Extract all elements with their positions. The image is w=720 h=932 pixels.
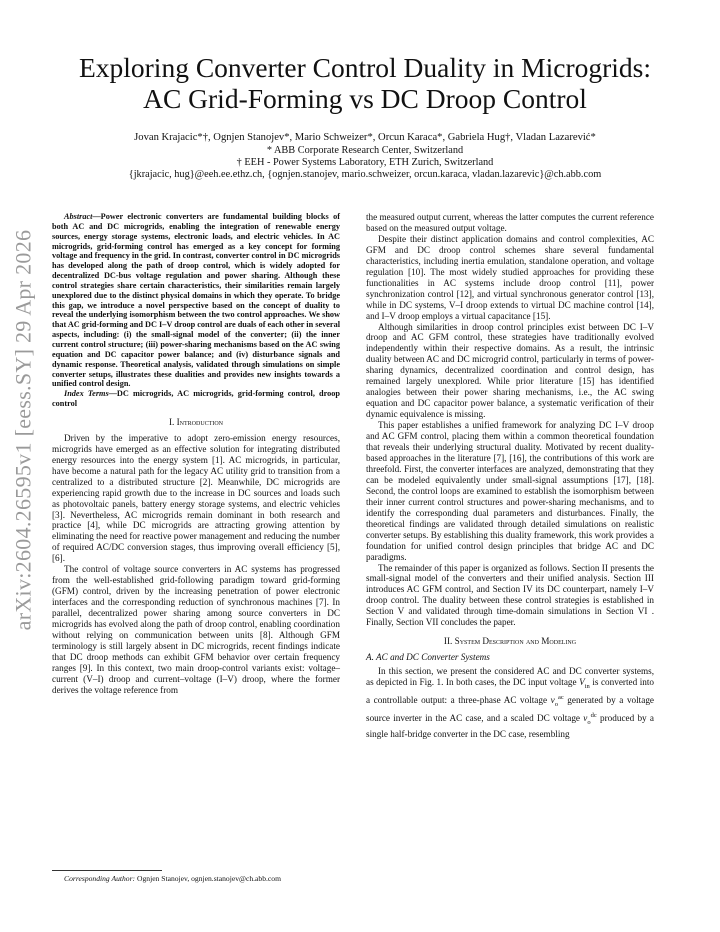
right-paragraph-1: the measured output current, whereas the latter computes the current reference based on the measured output voltage. bbox=[366, 212, 654, 233]
author-list: Jovan Krajacic*†, Ognjen Stanojev*, Mario Schweizer*, Orcun Karaca*, Gabriela Hug†, Vladan Lazarević* bbox=[134, 132, 596, 143]
symbol-v-in: V bbox=[579, 677, 585, 688]
section-2-paragraph bbox=[366, 666, 654, 739]
right-paragraph-5: The remainder of this paper is organized as follows. Section II presents the small-signal model of the converters and their unified analysis. Section III introduces AC GFM control, and Section IV its DC counterpart, namely I–V droop control. The duality between these control strategies is established in Section V and validated through time-domain simulations in Section VI . Finally, Section VII concludes the paper. bbox=[366, 562, 654, 628]
footnote bbox=[52, 870, 340, 883]
arxiv-identifier bbox=[4, 180, 42, 680]
s2-text-4: produced by a single half-bridge converter in the DC case, resembling bbox=[366, 712, 654, 739]
symbol-v-dc-sub: o bbox=[587, 718, 591, 726]
index-terms-text: —DC microgrids, AC microgrids, grid-forming control, droop control bbox=[52, 389, 340, 409]
symbol-v-ac-sub: o bbox=[554, 700, 558, 708]
right-paragraph-3: Although similarities in droop control principles exist between DC I–V droop and AC GFM control, these strategies have traditionally evolved independently within their respective domains. As a result, the intrinsic duality between AC and DC microgrid control, particularly in terms of power-sharing dynamics, decentralized coordination and control design, has remained largely unexplored. While prior literature [15] has identified analogies between their power sharing mechanisms, i.e., the AC swing equation and DC capacitor power balance, a systematic verification of their dynamic equivalence is missing. bbox=[366, 321, 654, 420]
abstract bbox=[52, 212, 340, 389]
index-terms-paragraph bbox=[52, 389, 340, 409]
footnote-label: Corresponding Author: bbox=[64, 874, 136, 883]
abstract-label: Abstract bbox=[64, 212, 93, 221]
right-column bbox=[366, 212, 654, 740]
symbol-v-dc-sup: dc bbox=[590, 711, 597, 719]
right-paragraph-2: Despite their distinct application domains and control complexities, AC GFM and DC droop control schemes share several fundamental characteristics, including inertia emulation, standalone operation, and voltage regulation [10]. The most widely studied approaches for providing these functionalities in AC systems include droop control [11], power synchronization control [12], and virtual synchronous generator control [13], while in DC systems, V–I droop extends to virtual DC machine control [14], and I–V droop employs a virtual capacitance [15]. bbox=[366, 233, 654, 321]
symbol-v-ac: v bbox=[550, 694, 555, 705]
section-1-heading: I. Introduction bbox=[168, 416, 224, 427]
footnote-rule bbox=[52, 870, 162, 871]
title-line-2: AC Grid-Forming vs DC Droop Control bbox=[143, 83, 587, 114]
footnote-text bbox=[52, 874, 340, 883]
symbol-v-ac-sup: ac bbox=[557, 693, 564, 701]
index-terms-label: Index Terms bbox=[64, 389, 109, 399]
paper-title bbox=[40, 52, 690, 114]
symbol-v-dc: v bbox=[583, 712, 588, 723]
title-line-1: Exploring Converter Control Duality in Microgrids: bbox=[78, 52, 652, 83]
section-2-heading: II. System Description and Modeling bbox=[443, 636, 577, 647]
intro-paragraph-1: Driven by the imperative to adopt zero-emission energy resources, microgrids have emerged as an effective solution for integrating distributed energy resources into the energy system [1]. AC microgrids, in particular, have become a natural path for the legacy AC utility grid to transition from a centralized to a distributed structure [2]. Meanwhile, DC microgrids are experiencing rapid growth due to the increase in DC sources and loads such as photovoltaic panels, battery energy storage systems, and electric vehicles [3]. Nevertheless, AC microgrids remain dominant in both research and practice [4], while DC microgrids are attracting growing attention by eliminating the need for reactive power management and reducing the number of required AC/DC conversion stages, thus improving overall efficiency [5], [6]. bbox=[52, 432, 340, 564]
affiliation-1: * ABB Corporate Research Center, Switzerland bbox=[266, 144, 464, 156]
affiliation-2: † EEH - Power Systems Laboratory, ETH Zurich, Switzerland bbox=[236, 157, 494, 168]
abstract-text: —Power electronic converters are fundamental building blocks of both AC and DC microgrids, enabling the integration of renewable energy sources, energy storage systems, electronic loads, and electric vehicles. In AC microgrids, grid-forming control has emerged as a key concept for forming voltage and frequency in the grid. In contrast, converter control in DC microgrids has developed along the path of droop control, which is widely adopted for decentralized DC-bus voltage regulation and power sharing. Although these control strategies share certain characteristics, their similarities remain largely unexplored due to the distinct physical domains in which they operate. To bridge this gap, we introduce a novel perspective based on the concept of duality to reveal the underlying isomorphism between the two control approaches. We show that AC grid-forming and DC I–V droop control are duals of each other in several aspects, including: (i) the small-signal model of the converter; (ii) the inner current control structure; (iii) power-sharing mechanisms based on the AC swing equation and DC capacitor power balance; and (iv) disturbance signals and dynamic response. Theoretical analysis, validated through simulations on simple converter setups, illustrates these dualities and provides new insights towards a unified control design. bbox=[52, 212, 340, 389]
index-terms bbox=[52, 389, 340, 409]
s2-text-1: In this section, we present the considered AC and DC converter systems, as depicted in Fig. 1. In both cases, the DC input voltage bbox=[366, 666, 654, 688]
intro-paragraph-2: The control of voltage source converters in AC systems has progressed from the well-established grid-following paradigm toward grid-forming (GFM) control, driven by the increasing penetration of power electronic interfaces and the corresponding reduction of synchronous machines [7]. In parallel, decentralized power sharing among source converters in DC microgrids has evolved along the path of droop control, enabling coordination without relying on communication between units [8]. Although GFM terminology is still largely absent in DC microgrids, recent findings indicate that DC droop methods can exhibit GFM behavior over certain frequency ranges [9]. In this context, two main droop-control variants exist: voltage–current (V–I) droop and current–voltage (I–V) droop, where the former derives the voltage reference from bbox=[52, 564, 340, 695]
footnote-content: Ognjen Stanojev, ognjen.stanojev@ch.abb.com bbox=[137, 874, 281, 883]
subsection-a-heading: A. AC and DC Converter Systems bbox=[366, 652, 490, 663]
s2-text-2: is converted into a controllable output: a three-phase AC voltage bbox=[366, 677, 654, 705]
symbol-v-in-sub: in bbox=[584, 682, 590, 690]
s2-text-3: generated by a voltage source inverter in the AC case, and a scaled DC voltage bbox=[366, 694, 654, 723]
right-paragraph-4: This paper establishes a unified framework for analyzing DC I–V droop and AC GFM control, placing them within a common theoretical foundation that reveals their underlying structural duality. Motivated by recent duality-based approaches in the literature [7], [16], the contributions of this work are threefold. First, the converter interfaces are analyzed, demonstrating that they can be modeled equivalently under small-signal assumptions [17], [18]. Second, the control loops are examined to establish the isomorphism between their inner current control structures and power-sharing mechanisms, and to identify the corresponding dual parameters and disturbances. Finally, the theoretical findings are validated through detailed simulations on realistic converter setups. By establishing this duality framework, this work provides a foundation for unified control design principles that bridge AC and DC paradigms. bbox=[366, 420, 654, 562]
arxiv-identifier-text: arXiv:2604.26595v1 [eess.SY] 29 Apr 2026 bbox=[10, 229, 36, 631]
left-column bbox=[52, 212, 340, 696]
author-emails: {jkrajacic, hug}@eeh.ee.ethz.ch, {ognjen.stanojev, mario.schweizer, orcun.karaca, vladan.lazarevic}@ch.abb.com bbox=[128, 169, 602, 181]
abstract-paragraph bbox=[52, 212, 340, 389]
paper-header bbox=[40, 52, 690, 182]
